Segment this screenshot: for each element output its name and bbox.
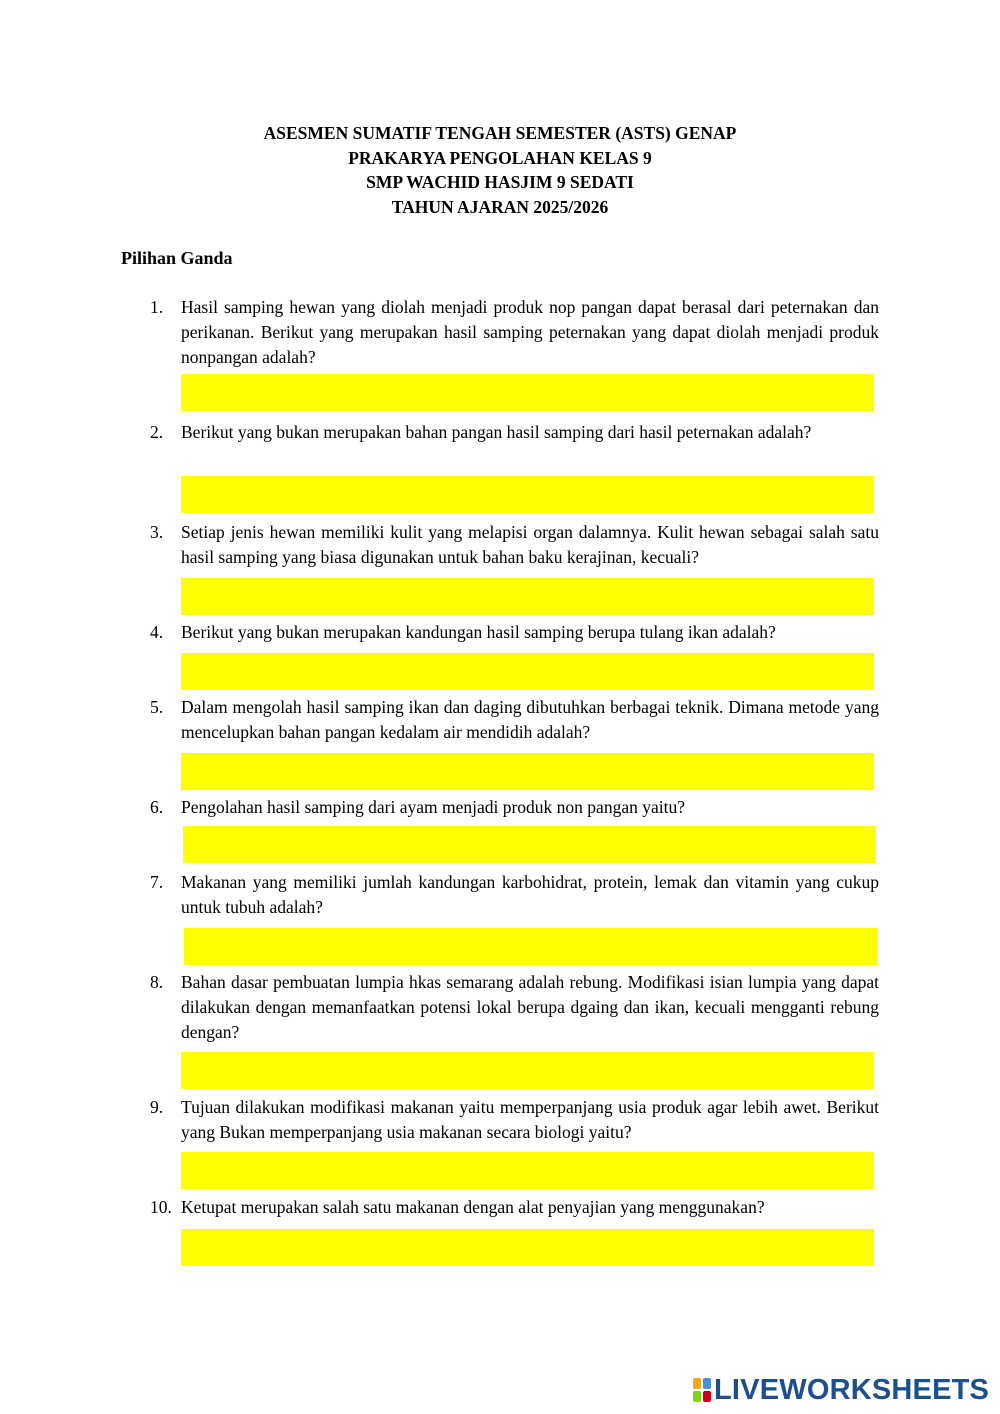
question-10 [150, 1195, 879, 1220]
question-2 [150, 420, 879, 445]
question-number: 1. [150, 297, 164, 317]
answer-input-8[interactable] [181, 1052, 874, 1089]
question-number: 7. [150, 872, 164, 892]
question-text: Ketupat merupakan salah satu makanan dengan alat penyajian yang menggunakan? [181, 1197, 765, 1217]
question-8 [150, 970, 879, 1045]
answer-input-5[interactable] [181, 753, 874, 790]
question-number: 6. [150, 797, 164, 817]
question-1 [150, 295, 879, 370]
question-text: Makanan yang memiliki jumlah kandungan karbohidrat, protein, lemak dan vitamin yang cukup untuk tubuh adalah? [181, 872, 879, 917]
question-number: 8. [150, 972, 164, 992]
question-text: Setiap jenis hewan memiliki kulit yang melapisi organ dalamnya. Kulit hewan sebagai salah satu hasil samping yang biasa digunakan untuk bahan baku kerajinan, kecuali? [181, 522, 879, 567]
question-number: 4. [150, 622, 164, 642]
question-3 [150, 520, 879, 570]
question-5 [150, 695, 879, 745]
answer-input-1[interactable] [181, 374, 874, 411]
question-text: Dalam mengolah hasil samping ikan dan daging dibutuhkan berbagai teknik. Dimana metode yang mencelupkan bahan pangan kedalam air mendidih adalah? [181, 697, 879, 742]
question-text: Bahan dasar pembuatan lumpia hkas semarang adalah rebung. Modifikasi isian lumpia yang dapat dilakukan dengan memanfaatkan potensi lokal berupa dgaing dan ikan, kecuali mengganti rebung dengan? [181, 972, 879, 1042]
question-text: Berikut yang bukan merupakan kandungan hasil samping berupa tulang ikan adalah? [181, 622, 776, 642]
liveworksheets-logo-icon [692, 1377, 712, 1403]
answer-input-2[interactable] [181, 476, 874, 513]
question-number: 3. [150, 522, 164, 542]
header-title-line-3: SMP WACHID HASJIM 9 SEDATI [366, 172, 634, 192]
question-number: 10. [150, 1197, 172, 1217]
answer-input-3[interactable] [181, 578, 874, 615]
logo-text: LIVEWORKSHEETS [714, 1373, 990, 1406]
answer-input-4[interactable] [181, 653, 874, 690]
question-text: Pengolahan hasil samping dari ayam menjadi produk non pangan yaitu? [181, 797, 685, 817]
question-6 [150, 795, 879, 820]
answer-input-10[interactable] [181, 1229, 874, 1266]
question-7 [150, 870, 879, 920]
header-title-line-1: ASESMEN SUMATIF TENGAH SEMESTER (ASTS) GENAP [263, 123, 737, 143]
question-text: Berikut yang bukan merupakan bahan pangan hasil samping dari hasil peternakan adalah? [181, 422, 812, 442]
question-text: Hasil samping hewan yang diolah menjadi produk nop pangan dapat berasal dari peternakan dan perikanan. Berikut yang merupakan hasil samping peternakan yang dapat diolah menjadi produk nonpangan adalah? [181, 297, 879, 367]
question-number: 5. [150, 697, 164, 717]
answer-input-9[interactable] [181, 1152, 874, 1189]
header-title-line-4: TAHUN AJARAN 2025/2026 [391, 196, 609, 217]
liveworksheets-logo [692, 1373, 989, 1407]
section-title: Pilihan Ganda [121, 248, 233, 268]
answer-input-7[interactable] [184, 928, 877, 965]
question-9 [150, 1095, 879, 1145]
question-4 [150, 620, 879, 645]
worksheet-header [0, 121, 1000, 219]
answer-input-6[interactable] [183, 826, 876, 863]
header-title-line-2: PRAKARYA PENGOLAHAN KELAS 9 [348, 147, 652, 168]
question-number: 2. [150, 422, 164, 442]
question-number: 9. [150, 1097, 164, 1117]
question-text: Tujuan dilakukan modifikasi makanan yaitu memperpanjang usia produk agar lebih awet. Berikut yang Bukan memperpanjang usia makanan secara biologi yaitu? [181, 1097, 879, 1142]
